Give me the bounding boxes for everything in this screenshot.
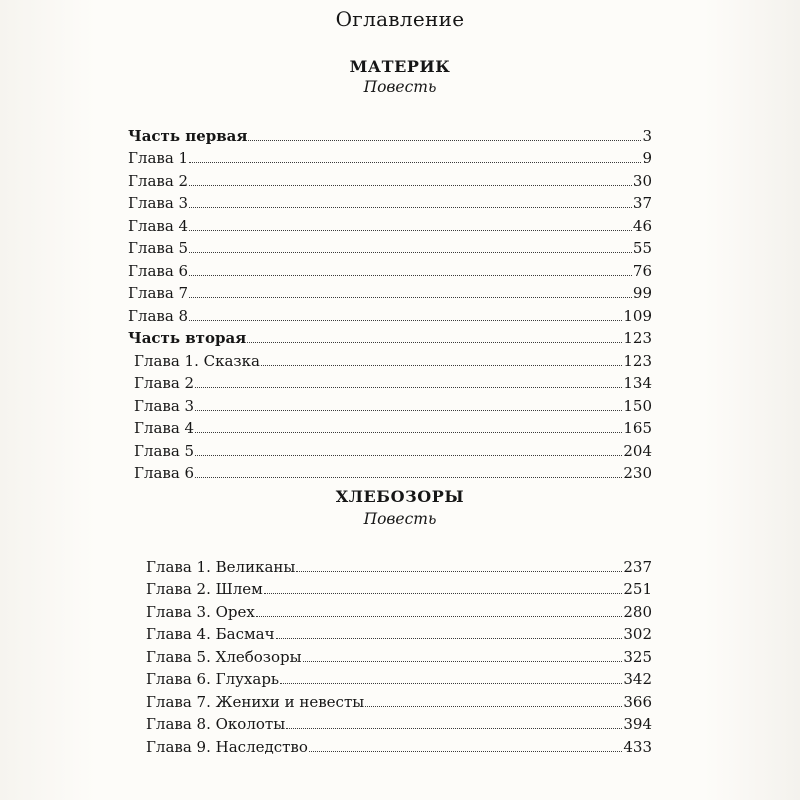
dot-leader bbox=[248, 140, 641, 141]
toc-entry-label: Глава 4. Басмач bbox=[146, 625, 275, 643]
toc-page-number: 204 bbox=[623, 441, 652, 460]
toc-chapter-entry bbox=[128, 280, 652, 303]
toc-chapter-entry bbox=[128, 190, 652, 213]
toc-entry-label: Глава 5. Хлебозоры bbox=[146, 647, 302, 666]
dot-leader bbox=[189, 162, 641, 163]
toc-page-number: 46 bbox=[632, 216, 652, 235]
toc-entry-label: Глава 4 bbox=[128, 216, 189, 235]
toc-page-number: 394 bbox=[623, 715, 652, 733]
dot-leader bbox=[296, 571, 622, 572]
dot-leader bbox=[189, 230, 632, 231]
toc-entry-label: Глава 5 bbox=[134, 441, 195, 460]
dot-leader bbox=[195, 455, 622, 456]
toc-part-entry bbox=[128, 325, 652, 348]
toc-chapter-entry bbox=[128, 370, 652, 393]
toc-entry-label: Глава 2 bbox=[128, 171, 189, 190]
toc-chapter-entry bbox=[146, 621, 652, 644]
toc-entry-label: Глава 2 bbox=[134, 374, 195, 392]
toc-page-number: 55 bbox=[632, 239, 652, 257]
toc-entry-label: Глава 4 bbox=[134, 419, 195, 437]
toc-page-number: 123 bbox=[623, 329, 652, 347]
section-subtitle-materik: Повесть bbox=[363, 78, 437, 96]
dot-leader bbox=[189, 275, 632, 276]
toc-page-number: 230 bbox=[623, 464, 652, 482]
toc-page-number: 280 bbox=[623, 602, 652, 621]
toc-page-number: 99 bbox=[632, 284, 652, 302]
dot-leader bbox=[195, 387, 622, 388]
toc-chapter-entry bbox=[128, 235, 652, 258]
toc-entry-label: Глава 2. Шлем bbox=[146, 580, 263, 598]
toc-page-number: 123 bbox=[623, 351, 652, 370]
dot-leader bbox=[189, 185, 632, 186]
toc-chapter-entry bbox=[128, 347, 652, 370]
dot-leader bbox=[189, 207, 632, 208]
toc-chapter-entry bbox=[146, 711, 652, 734]
toc-page-number: 302 bbox=[623, 625, 652, 643]
toc-entry-label: Глава 6 bbox=[128, 261, 189, 280]
toc-chapter-entry bbox=[128, 415, 652, 438]
toc-title: Оглавление bbox=[335, 7, 465, 31]
dot-leader bbox=[286, 728, 622, 729]
toc-chapter-entry bbox=[146, 576, 652, 599]
toc-entry-label: Глава 7 bbox=[128, 284, 189, 302]
toc-chapter-entry bbox=[146, 733, 652, 756]
toc-page-number: 237 bbox=[623, 557, 652, 576]
toc-page-number: 325 bbox=[623, 647, 652, 666]
dot-leader bbox=[280, 683, 622, 684]
toc-entry-label: Глава 1. Сказка bbox=[134, 351, 260, 370]
toc-entry-label: Глава 1 bbox=[128, 149, 189, 167]
toc-page-number: 165 bbox=[623, 419, 652, 437]
toc-chapter-entry bbox=[128, 257, 652, 280]
dot-leader bbox=[189, 252, 632, 253]
toc-page-number: 9 bbox=[642, 149, 652, 167]
toc-entry-label: Глава 9. Наследство bbox=[146, 737, 308, 756]
toc-page-number: 342 bbox=[623, 670, 652, 688]
toc-chapter-entry bbox=[128, 212, 652, 235]
toc-chapter-entry bbox=[128, 167, 652, 190]
toc-chapter-entry bbox=[146, 688, 652, 711]
toc-entry-label: Глава 3 bbox=[134, 396, 195, 415]
toc-entry-label: Глава 6 bbox=[134, 464, 195, 482]
toc-page-number: 366 bbox=[623, 692, 652, 711]
toc-page-number: 76 bbox=[632, 261, 652, 280]
section-title-khlebozory: ХЛЕБОЗОРЫ bbox=[335, 487, 465, 506]
toc-page-number: 30 bbox=[632, 171, 652, 190]
toc-part-entry bbox=[128, 122, 652, 145]
toc-chapter-entry bbox=[146, 643, 652, 666]
dot-leader bbox=[247, 342, 622, 343]
toc-entry-label: Глава 7. Женихи и невесты bbox=[146, 692, 365, 711]
toc-chapter-entry bbox=[128, 460, 652, 483]
dot-leader bbox=[189, 320, 622, 321]
toc-page-number: 109 bbox=[623, 306, 652, 325]
toc-entry-label: Глава 3 bbox=[128, 194, 189, 212]
toc-chapter-entry bbox=[146, 598, 652, 621]
toc-entry-label: Глава 8 bbox=[128, 306, 189, 325]
toc-chapter-entry bbox=[146, 553, 652, 576]
toc-chapter-entry bbox=[128, 302, 652, 325]
toc-entry-label: Глава 8. Околоты bbox=[146, 715, 286, 733]
dot-leader bbox=[261, 365, 622, 366]
toc-entry-label: Глава 6. Глухарь bbox=[146, 670, 280, 688]
section-title-materik: МАТЕРИК bbox=[349, 57, 451, 76]
toc-page-number: 433 bbox=[623, 737, 652, 756]
toc-entry-label: Часть первая bbox=[128, 126, 248, 145]
dot-leader bbox=[195, 432, 622, 433]
dot-leader bbox=[264, 593, 623, 594]
toc-entry-label: Глава 1. Великаны bbox=[146, 557, 296, 576]
toc-page-number: 134 bbox=[623, 374, 652, 392]
dot-leader bbox=[365, 706, 622, 707]
toc-page-number: 37 bbox=[632, 194, 652, 212]
toc-entry-label: Глава 5 bbox=[128, 239, 189, 257]
toc-chapter-entry bbox=[128, 437, 652, 460]
section-subtitle-khlebozory: Повесть bbox=[363, 510, 437, 528]
toc-chapter-entry bbox=[146, 666, 652, 689]
toc-entry-label: Часть вторая bbox=[128, 329, 247, 347]
dot-leader bbox=[195, 410, 622, 411]
dot-leader bbox=[303, 661, 623, 662]
toc-page-number: 3 bbox=[642, 126, 652, 145]
dot-leader bbox=[309, 751, 622, 752]
toc-chapter-entry bbox=[128, 392, 652, 415]
toc-page-number: 251 bbox=[623, 580, 652, 598]
dot-leader bbox=[189, 297, 632, 298]
toc-list-khlebozory bbox=[146, 553, 652, 756]
toc-page-number: 150 bbox=[623, 396, 652, 415]
dot-leader bbox=[256, 616, 622, 617]
dot-leader bbox=[195, 477, 622, 478]
toc-entry-label: Глава 3. Орех bbox=[146, 602, 255, 621]
dot-leader bbox=[276, 638, 623, 639]
toc-chapter-entry bbox=[128, 145, 652, 168]
toc-list-materik bbox=[128, 122, 652, 482]
